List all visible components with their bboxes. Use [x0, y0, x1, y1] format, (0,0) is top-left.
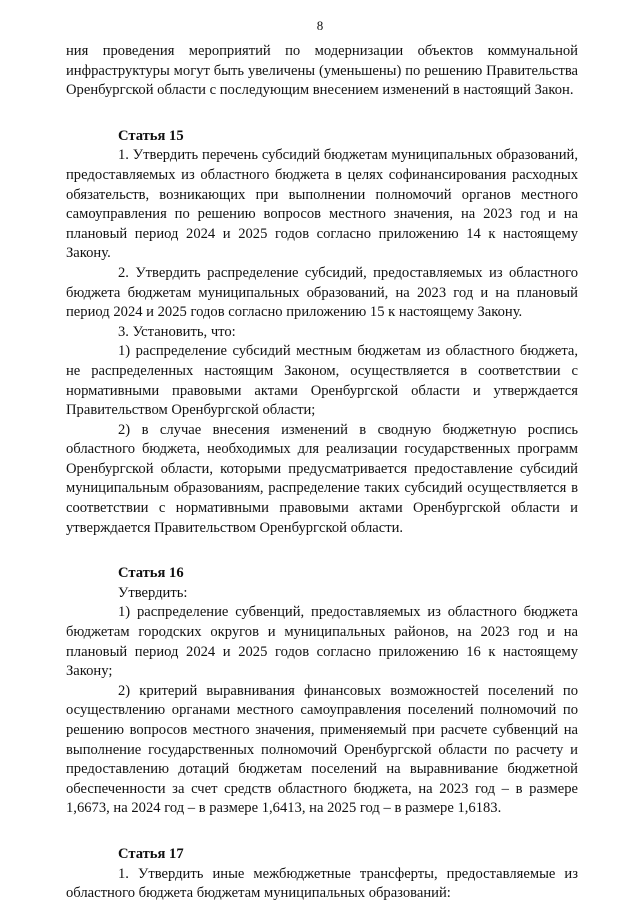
article-15-item-2: 2. Утвердить распределение субсидий, предоставляемых из областного бюджета бюджетам муниципальных образований, на 2023 год и на плановый период 2024 и 2025 годов согласно приложению 15 к настоящему Закону. [66, 264, 578, 321]
article-15-heading: Статья 15 [118, 127, 184, 144]
article-15-item-1: 1. Утвердить перечень субсидий бюджетам муниципальных образований, предоставляемых из областного бюджета в целях софинансирования расходных обязательств, возникающих при выполнении полномочий органов местного самоуправления по решению вопросов местного значения, на 2023 год и на плановый период 2024 и 2025 годов согласно приложению 14 к настоящему Закону. [66, 147, 578, 262]
article-17-heading: Статья 17 [118, 845, 184, 862]
article-15-item-3: 3. Установить, что: [118, 323, 236, 340]
article-16-intro: Утвердить: [118, 584, 188, 601]
article-16-item-2: 2) критерий выравнивания финансовых возможностей поселений по осуществлению органами местного самоуправления поселений полномочий по решению вопросов местного значения, применяемый при расчете субвенций на выполнение государственных полномочий Оренбургской области по расчету и предоставлению дотаций бюджетам поселений на выравнивание бюджетной обеспеченности за счет средств областного бюджета, на 2023 год – в размере 1,6673, на 2024 год – в размере 1,6413, на 2025 год – в размере 1,6183. [66, 682, 578, 817]
article-17-item-1: 1. Утвердить иные межбюджетные трансферты, предоставляемые из областного бюджета бюджетам муниципальных образований: [66, 865, 578, 902]
article-15-item-3-sub-1: 1) распределение субсидий местным бюджетам из областного бюджета, не распределенных настоящим Законом, осуществляется в соответствии с нормативными правовыми актами Оренбургской области и утверждается Правительством Оренбургской области; [66, 343, 578, 419]
page-number: 8 [316, 18, 324, 33]
document-body [66, 42, 578, 904]
paragraph-continuation: ния проведения мероприятий по модернизации объектов коммунальной инфраструктуры могут быть увеличены (уменьшены) по решению Правительства Оренбургской области с последующим внесением изменений в настоящий Закон. [66, 43, 578, 99]
article-16-heading: Статья 16 [118, 565, 184, 582]
article-16-item-1: 1) распределение субвенций, предоставляемых из областного бюджета бюджетам городских округов и муниципальных районов, на 2023 год и на плановый период 2024 и 2025 годов согласно приложению 16 к настоящему Закону; [66, 604, 578, 680]
article-15-item-3-sub-2: 2) в случае внесения изменений в сводную бюджетную роспись областного бюджета, необходимых для реализации государственных программ Оренбургской области, которыми предусматривается предоставление субсидий муниципальным образованиям, распределение таких субсидий осуществляется в соответствии с нормативными правовыми актами Оренбургской области и утверждается Правительством Оренбургской области. [66, 421, 578, 536]
